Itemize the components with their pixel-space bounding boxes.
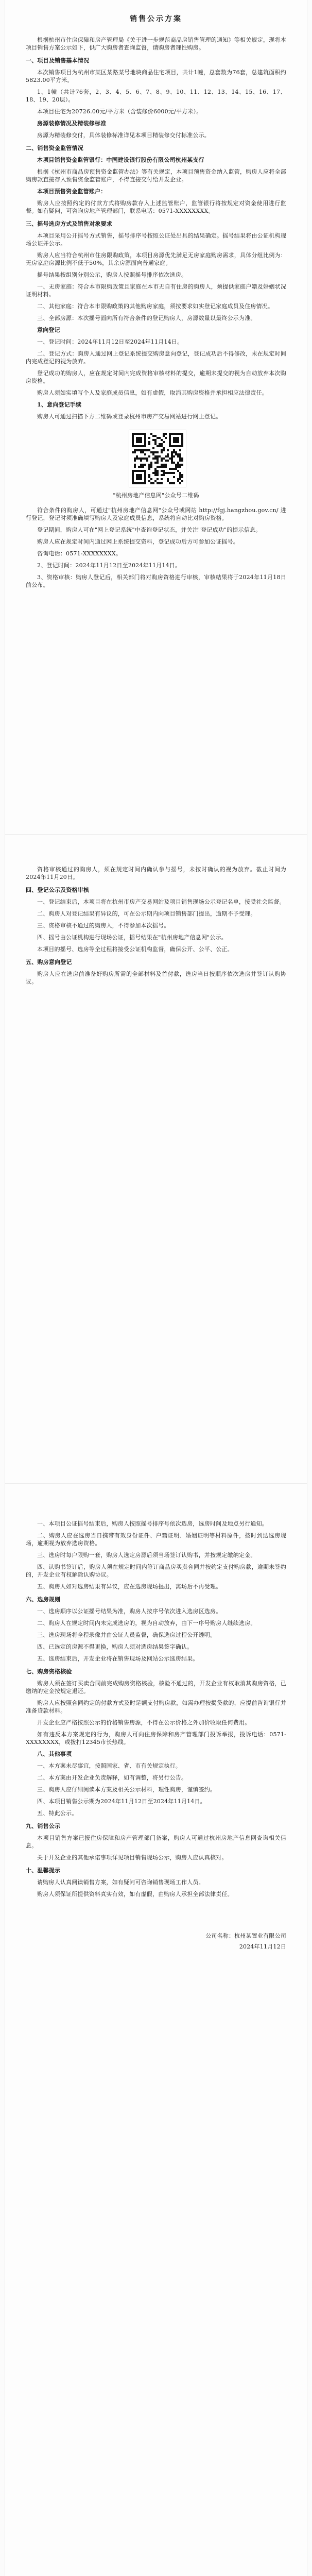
paragraph: 登记期间，购房人可在"网上登记系统"中查询登记状态，并关注"登记成功"的提示信息。	[37, 527, 262, 533]
paragraph: 如有违反本方案规定的行为，购房人可向住房保障和房产管理部门投诉举报，投诉电话：0571-XXXXXXXX，或拨打12345市长热线。	[26, 1731, 286, 1745]
paragraph: 购房人可通过扫描下方二维码或登录杭州市房产交易网站进行网上登记。	[37, 413, 222, 420]
paragraph: 登记成功的购房人，应在规定时间内完成资格审核材料的提交，逾期未提交的视为自动放弃本次购房资格。	[26, 370, 286, 384]
paragraph: 购房人须保证所提供资料真实有效，如有虚假，由购房人承担全部法律责任。	[37, 1891, 233, 1897]
paragraph: 二、登记方式：购房人通过网上登记系统提交购房意向登记，登记成功后不得修改，未在规定时间内完成登记的视为放弃。	[26, 350, 286, 365]
sheet-1	[5, 0, 307, 835]
sheet-3	[5, 1484, 307, 2576]
signature: 公司名称：杭州某置业有限公司	[205, 1933, 286, 1939]
paragraph: 本项目住宅为20726.00元/平方米（含装修价6000元/平方米）。	[37, 108, 202, 115]
paragraph: 本项目采用公开摇号方式销售，摇号排序号按照公证处出具的结果确定。摇号结果将由公证机构现场公证并公示。	[26, 232, 286, 247]
paragraph: 本次销售项目为杭州市某区某路某号地块商品住宅项目，共计1幢，总套数为76套，总建筑面积约5823.00平方米。	[26, 69, 286, 83]
section-heading: 九、销售公示	[26, 1823, 61, 1829]
subsection-heading: 本项目销售资金监管银行：中国建设银行股份有限公司杭州某支行	[37, 157, 204, 163]
paragraph: 一、本项目公证摇号结束后，购房人按照摇号排序号依次选房，选房时间及地点另行通知。	[37, 1520, 268, 1527]
paragraph: 一、选房顺序以公证摇号结果为准，购房人按序号依次进入选房区选房。	[37, 1608, 222, 1615]
section-heading: 三、摇号选房方式及销售对象要求	[26, 221, 112, 227]
doc-title: 销售公示方案	[130, 15, 182, 23]
paragraph: 二、购房人在规定时间内未完成选房的，视为自动放弃，由下一序号购房人继续选房。	[37, 1620, 256, 1626]
paragraph: 购房人应按照约定的付款方式将购房款存入上述监管账户，监管银行将按规定对资金使用进行监督。如有疑问，可咨询房地产管理部门，联系电话：0571-XXXXXXXX。	[26, 200, 286, 214]
paragraph: 二、购房人对登记结果有异议的，可在公示期内向项目销售部门提出，逾期不予受理。	[37, 910, 256, 917]
paragraph: 2、登记时间：2024年11月12日至2024年11月14日。	[37, 562, 181, 569]
subsection-heading: 1、意向登记手续	[37, 401, 82, 408]
qr-code-icon	[132, 433, 183, 484]
paragraph: 三、选房时每户限购一套，购房人选定房源后须当场签订认购书，并按规定缴纳定金。	[37, 1552, 256, 1558]
paragraph: 购房人应在规定时间内通过网上系统提交资料，登记成功后方可参加公证摇号。	[37, 538, 239, 545]
paragraph: 根据杭州市住房保障和房产管理局《关于进一步规范商品房销售管理的通知》等相关规定，现将本项目销售方案公示如下，供广大购房者查询监督，请购房者理性购房。	[26, 37, 286, 51]
paragraph: 符合条件的购房人，可通过"杭州房地产信息网"公众号或网站 http://fgj.hangzhou.gov.cn/ 进行登记，登记时须准确填写购房人及家庭成员信息，系统将自动比对购房资格。	[26, 507, 286, 521]
paragraph: 开发企业应严格按照公示的价格销售房源，不得在公示价格之外加价收取任何费用。	[37, 1719, 251, 1726]
sheet-2	[5, 835, 307, 1484]
paragraph: 摇号结果按组别分别公示，购房人按照摇号排序依次选房。	[37, 272, 187, 278]
paragraph: 一、登记结束后，本项目将在杭州市房产交易网站及项目销售现场公示登记名单，接受社会监督。	[37, 899, 285, 905]
paragraph: 1、1幢（共计76套，2、3、4、5、6、7、8、9、10、11、12、13、14、15、16、17、18、19、20层）。	[26, 89, 286, 103]
subsection-heading: 八、其他事项	[37, 1751, 72, 1757]
paragraph: 根据《杭州市商品房预售资金监管办法》等有关规定，本项目预售资金纳入监管，购房人应将全部购房款直接存入预售资金监管账户，不得直接交付给开发企业。	[26, 168, 286, 183]
paragraph: 三、资格审核不通过的购房人，不得参加本次摇号。	[37, 922, 170, 929]
paragraph: 购房人应当符合杭州市住房限购政策，本项目房源优先满足无房家庭购房需求，具体分组比例为：无房家庭房源比例不低于50%，其余房源面向普通家庭。	[26, 252, 286, 266]
paragraph: 一、本方案未尽事宜，按照国家、省、市有关规定执行。	[37, 1762, 181, 1769]
paragraph: 二、购房人应在选房当日携带有效身份证件、户籍证明、婚姻证明等材料原件，按时到达选房现场，逾期视为放弃选房资格。	[26, 1532, 286, 1547]
section-heading: 一、项目及销售基本情况	[26, 57, 90, 64]
paragraph: 咨询电话：0571-XXXXXXXX。	[37, 550, 122, 557]
subsection-heading: 本项目预售资金监管账户：	[37, 188, 107, 195]
paragraph: 四、认购书签订后，购房人须在规定时间内签订商品房买卖合同并按约定支付购房款，逾期未签约的，开发企业有权解除认购协议。	[26, 1564, 286, 1578]
paragraph: 请购房人认真阅读销售方案，如有疑问可咨询销售现场工作人员。	[37, 1879, 204, 1886]
paragraph: 一、登记时间：2024年11月12日至2024年11月14日。	[37, 338, 183, 345]
paragraph: 三、全部房源：本次摇号面向所有符合条件的登记购房人，房源数量以最终公示为准。	[37, 315, 256, 321]
qr-caption: "杭州房地产信息网"公众号二维码	[113, 492, 199, 499]
paragraph: 五、购房人如对选房结果有异议，应在选房现场提出，离场后不再受理。	[37, 1583, 222, 1590]
paragraph: 二、本方案由开发企业负责解释，如有调整，将另行公告。	[37, 1774, 187, 1781]
section-heading: 五、购房意向登记	[26, 959, 72, 965]
paragraph: 房源为精装修交付，具体装修标准详见本项目精装修交付标准公示。	[37, 132, 210, 139]
sheet1-body	[26, 36, 286, 593]
section-heading: 十、温馨提示	[26, 1867, 61, 1874]
paragraph: 购房人应在选房前准备好购房所需的全部材料及首付款，选房当日按顺序依次选房并签订认购协议。	[26, 971, 286, 985]
sheet3-body	[26, 1520, 286, 1951]
paragraph: 关于开发企业的其他承诺事项详见项目销售现场公示，购房人应认真核对。	[37, 1854, 228, 1861]
sign-date: 2024年11月12日	[239, 1943, 286, 1950]
paragraph: 购房人须如实填写个人及家庭成员信息，如有虚假，取消其购房资格并承担相应法律责任。	[37, 389, 268, 396]
paragraph: 五、特此公示。	[37, 1810, 78, 1817]
section-heading: 七、购房资格核验	[26, 1668, 72, 1675]
paragraph: 二、其他家庭：符合本市限购政策的其他购房家庭，须按要求如实登记家庭成员及住房情况。	[37, 303, 274, 310]
subsection-heading: 房源装修情况及精装修标准	[37, 120, 107, 127]
paragraph: 3、资格审核：购房人登记后，相关部门将对购房资格进行审核，审核结果将于2024年11月18日前公布。	[26, 574, 286, 588]
paragraph: 一、无房家庭：符合本市限购政策且家庭在本市无自有住房的购房人，须提供家庭户籍及婚姻状况证明材料。	[26, 283, 286, 298]
section-heading: 二、销售资金监管情况	[26, 145, 83, 151]
subsection-heading: 意向登记	[37, 327, 60, 333]
paragraph: 四、已选定的房源不得更换，购房人须对选房结果签字确认。	[37, 1643, 193, 1650]
paragraph: 五、选房结束后，开发企业将在销售现场及网站公示选房结果。	[37, 1655, 199, 1662]
paragraph: 三、购房人应仔细阅读本方案及相关公示材料，理性购房，谨慎签约。	[37, 1786, 216, 1793]
section-heading: 四、登记公示及资格审核	[26, 887, 90, 893]
paragraph: 购房人应按照合同约定的付款方式及时足额支付购房款，如需办理按揭贷款的，应提前咨询银行并准备贷款材料。	[26, 1700, 286, 1714]
paragraph: 购房人须在签订买卖合同前完成购房资格核验，核验不通过的，开发企业有权取消其购房资格，已缴纳的定金按规定退还。	[26, 1680, 286, 1694]
paragraph: 四、本项目销售公示期为2024年11月12日至2024年11月14日。	[37, 1798, 206, 1805]
paragraph: 本项目的摇号、选房等全过程将接受公证机构监督，确保公开、公平、公正。	[37, 946, 233, 953]
qr-code	[129, 430, 186, 487]
paragraph: 三、选房现场将全程录像并由公证人员监督，确保选房过程公开透明。	[37, 1632, 216, 1638]
paragraph: 资格审核通过的购房人，须在规定时间内确认参与摇号，未按时确认的视为放弃。截止时间为2024年11月20日。	[26, 866, 286, 880]
paragraph: 本项目销售方案已报住房保障和房产管理部门备案，购房人可通过杭州房地产信息网查询相关信息。	[26, 1835, 286, 1849]
section-heading: 六、选房规则	[26, 1596, 61, 1603]
sheet2-body	[26, 866, 286, 990]
paragraph: 四、摇号由公证机构进行现场公证，摇号结果在"杭州房地产信息网"公示。	[37, 934, 227, 941]
